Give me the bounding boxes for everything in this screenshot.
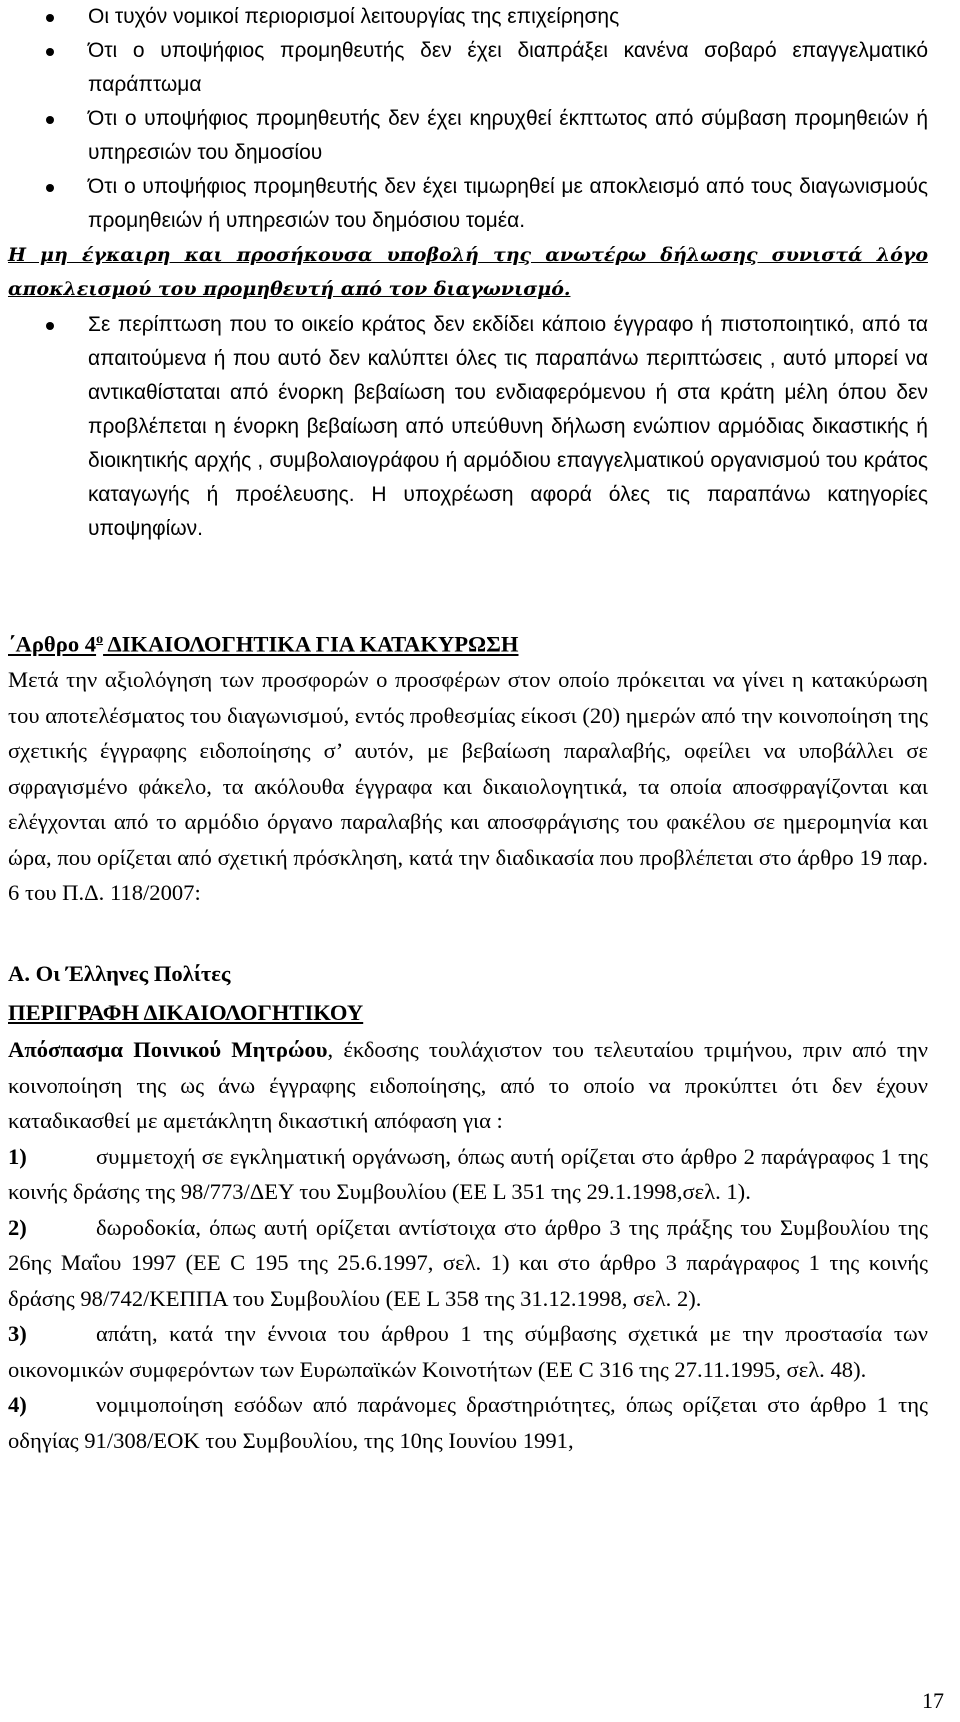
bullet-dot-icon: [46, 322, 54, 330]
list-item-text: Οι τυχόν νομικοί περιορισμοί λειτουργίας της επιχείρησης: [88, 5, 620, 28]
list-item-text: Ότι ο υποψήφιος προμηθευτής δεν έχει κηρυχθεί έκπτωτος από σύμβαση προμηθειών ή υπηρεσιών του δημοσίου: [88, 107, 928, 164]
bullet-dot-icon: [46, 14, 54, 22]
article-4-section: [8, 622, 928, 911]
exclusion-warning: Η μη έγκαιρη και προσήκουσα υποβολή της ανωτέρω δήλωσης συνιστά λόγο αποκλεισμού του προμηθευτή από τον διαγωνισμό.: [8, 244, 928, 300]
list-item-text: Σε περίπτωση που το οικείο κράτος δεν εκδίδει κάποιο έγγραφο ή πιστοποιητικό, από τα απαιτούμενα ή που αυτό δεν καλύπτει όλες τις παραπάνω περιπτώσεις , αυτό μπορεί να αντικαθίσταται από ένορκη βεβαίωση του ενδιαφερόμενου ή στα κράτη μέλη όπου δεν προβλέπεται η ένορκη βεβαίωση από υπεύθυνη δήλωση ενώπιον αρμόδιας δικαστικής ή διοικητικής αρχής , συμβολαιογράφου ή αρμόδιου επαγγελματικού οργανισμού του κράτος καταγωγής ή προέλευσης. Η υποχρέωση αφορά όλες τις παραπάνω κατηγορίες υποψηφίων.: [88, 313, 928, 540]
bullet-dot-icon: [46, 116, 54, 124]
page-number: 17: [922, 1688, 944, 1713]
list-item-text: Ότι ο υποψήφιος προμηθευτής δεν έχει διαπράξει κανένα σοβαρό επαγγελματικό παράπτωμα: [88, 39, 928, 96]
list-item: [40, 34, 928, 102]
section-a-title: Α. Οι Έλληνες Πολίτες: [8, 961, 231, 986]
list-item: [40, 308, 928, 546]
list-item: 1) συμμετοχή σε εγκληματική οργάνωση, όπως αυτή ορίζεται στο άρθρο 2 παράγραφος 1 της κοινής δράσης της 98/773/ΔΕΥ του Συμβουλίου (ΕΕ L 351 της 29.1.1998,σελ. 1).: [8, 1143, 928, 1204]
article-heading: ΄Αρθρο $4^o$ ΔΙΚΑΙΟΛΟΓΗΤΙΚΑ ΓΙΑ ΚΑΤΑΚΥΡΩΣΗ: [8, 631, 519, 657]
list-item: 2) δωροδοκία, όπως αυτή ορίζεται αντίστοιχα στο άρθρο 3 της πράξης του Συμβουλίου της 26ης Μαΐου 1997 (ΕΕ C 195 της 25.6.1997, σελ. 1) και στο άρθρο 3 παράγραφος 1 της κοινής δράσης 98/742/ΚΕΠΠΑ του Συμβουλίου (ΕΕ L 358 της 31.12.1998, σελ. 2).: [8, 1214, 928, 1311]
list-item: 4) νομιμοποίηση εσόδων από παράνομες δραστηριότητες, όπως ορίζεται στο άρθρο 1 της οδηγίας 91/308/ΕΟΚ του Συμβουλίου, της 10ης Ιουνίου 1991,: [8, 1392, 928, 1453]
top-bullet-list: [40, 0, 928, 238]
extract-paragraph: Απόσπασμα Ποινικού Μητρώου, έκδοσης τουλάχιστον του τελευταίου τριμήνου, πριν από την κοινοποίηση της ως άνω έγγραφης ειδοποίησης, από το οποίο να προκύπτει ότι δεν έχουν καταδικασθεί με αμετάκλητη δικαστική απόφαση για :: [8, 1037, 928, 1133]
citizens-section: [8, 956, 928, 1458]
list-item-text: Ότι ο υποψήφιος προμηθευτής δεν έχει τιμωρηθεί με αποκλεισμό από τους διαγωνισμούς προμηθειών ή υπηρεσιών του δημόσιου τομέα.: [88, 175, 928, 232]
list-item: 3) απάτη, κατά την έννοια του άρθρου 1 της σύμβασης σχετικά με την προστασία των οικονομικών συμφερόντων των Ευρωπαϊκών Κοινοτήτων (ΕΕ C 316 της 27.11.1995, σελ. 48).: [8, 1321, 928, 1382]
list-item: [40, 170, 928, 238]
article-body: Μετά την αξιολόγηση των προσφορών ο προσφέρων στον οποίο πρόκειται να γίνει η κατακύρωση του αποτελέσματος του διαγωνισμού, εντός προθεσμίας είκοσι (20) ημερών από την κοινοποίηση της σχετικής έγγραφης ειδοποίησης σ’ αυτόν, με βεβαίωση παραλαβής, οφείλει να υποβάλλει σε σφραγισμένο φάκελο, τα ακόλουθα έγγραφα και δικαιολογητικά, τα οποία αποσφραγίζονται και ελέγχονται από το αρμόδιο όργανο παραλαβής και αποσφράγισης του φακέλου σε ημερομηνία και ώρα, που ορίζεται από σχετική πρόσκληση, κατά την διαδικασία που προβλέπεται στο άρθρο 19 παρ. 6 του Π.Δ. 118/2007:: [8, 667, 928, 906]
bullet-dot-icon: [46, 184, 54, 192]
list-item: [40, 102, 928, 170]
description-heading: ΠΕΡΙΓΡΑΦΗ ΔΙΚΑΙΟΛΟΓΗΤΙΚΟΥ: [8, 999, 364, 1025]
list-item: [40, 0, 928, 34]
oath-bullet-list: [40, 308, 928, 546]
bullet-dot-icon: [46, 48, 54, 56]
